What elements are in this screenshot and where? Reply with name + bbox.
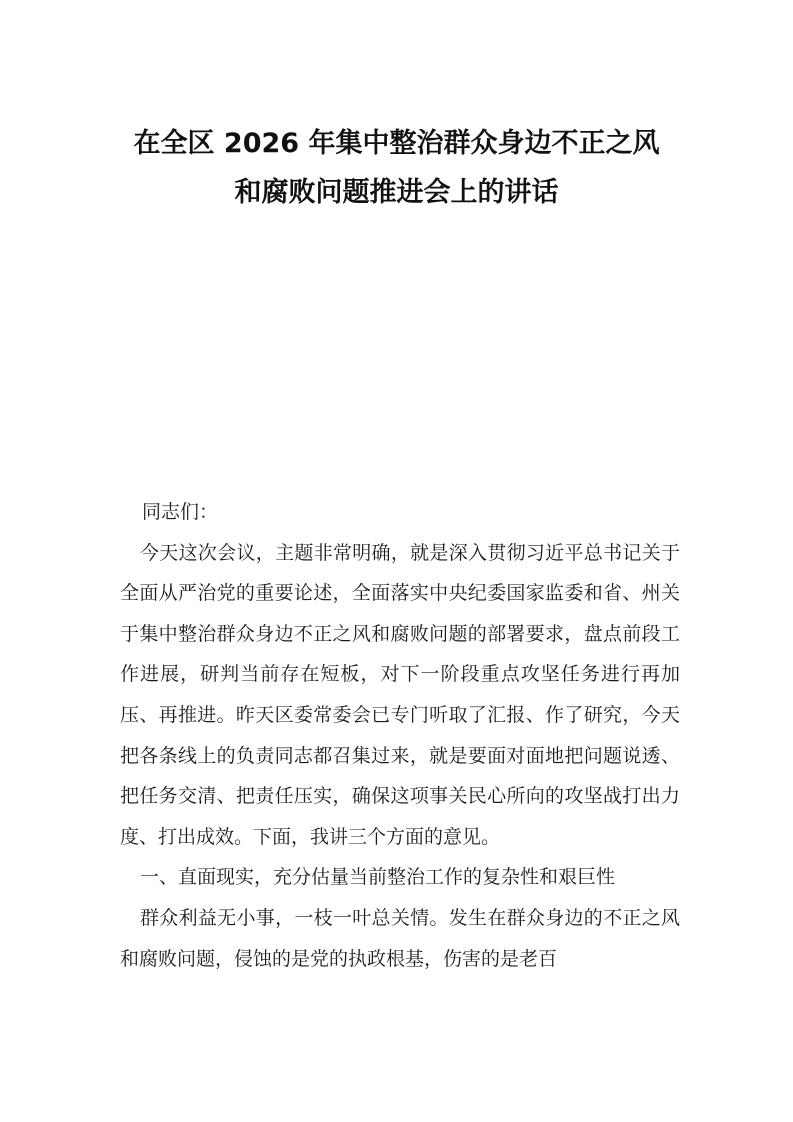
body-paragraph: 今天这次会议，主题非常明确，就是深入贯彻习近平总书记关于全面从严治党的重要论述，全面落实中央纪委国家监委和省、州关于集中整治群众身边不正之风和腐败问题的部署要求，盘点前段工作进展，研判当前存在短板，对下一阶段重点攻坚任务进行再加压、再推进。昨天区委常委会已专门听取了汇报、作了研究，今天把各条线上的负责同志都召集过来，就是要面对面地把问题说透、把任务交清、把责任压实，确保这项事关民心所向的攻坚战打出力度、打出成效。下面，我讲三个方面的意见。 [120,541,680,848]
document-title-line-1: 在全区 2026 年集中整治群众身边不正之风 [133,128,660,159]
salutation: 同志们： [142,501,219,523]
section-paragraph: 群众利益无小事，一枝一叶总关情。发生在群众身边的不正之风和腐败问题，侵蚀的是党的执政根基，伤害的是老百 [120,906,680,970]
document-title-line-2: 和腐败问题推进会上的讲话 [234,177,559,208]
document-body [120,492,680,979]
section-heading: 一、直面现实，充分估量当前整治工作的复杂性和艰巨性 [140,866,616,889]
